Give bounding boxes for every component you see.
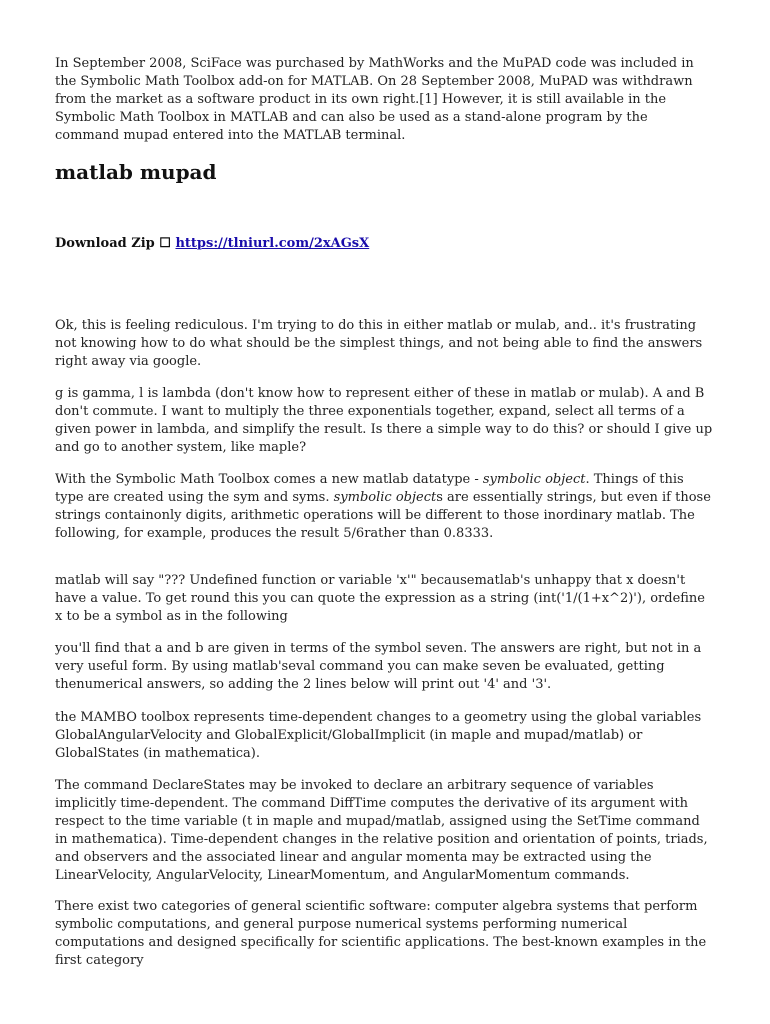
text-run: . Things of this type are created using the sym and syms. bbox=[55, 472, 684, 505]
text-run: s are essentially strings, but even if those strings containonly digits, arithmetic operations will be different to those inordinary matlab. The following, for example, produces the result 5/6rather than 0.8333. bbox=[55, 490, 711, 541]
text-run: With the Symbolic Math Toolbox comes a new matlab datatype - bbox=[55, 472, 483, 487]
body-paragraph: g is gamma, l is lambda (don't know how to represent either of these in matlab or mulab). A and B don't commute. I want to multiply the three exponentials together, expand, select all terms of a given power in lambda, and simplify the result. Is there a simple way to do this? or should I give up and go to another system, like maple? bbox=[55, 386, 713, 455]
page-heading: matlab mupad bbox=[55, 160, 217, 184]
body-paragraph: Ok, this is feeling rediculous. I'm trying to do this in either matlab or mulab, and.. it's frustrating not knowing how to do what should be the simplest things, and not being able to find the answers right away via google. bbox=[55, 318, 703, 369]
emphasis-text: symbolic object bbox=[482, 472, 586, 487]
download-link[interactable]: https://tlniurl.com/2xAGsX bbox=[175, 236, 370, 251]
body-paragraph: The command DeclareStates may be invoked to declare an arbitrary sequence of variables implicitly time-dependent. The command DiffTime computes the derivative of its argument with respect to the time variable (t in maple and mupad/matlab, assigned using the SetTime command in mathematica). Time-dependent changes in the relative position and orientation of points, triads, and observers and the associated linear and angular momenta may be extracted using the LinearVelocity, AngularVelocity, LinearMomentum, and AngularMomentum commands. bbox=[55, 778, 708, 883]
body-paragraph: matlab will say "??? Undefined function or variable 'x'" becausematlab's unhappy that x doesn't have a value. To get round this you can quote the expression as a string (int('1/(1+x^2)'), ordefine x to be a symbol as in the following bbox=[55, 573, 705, 624]
body-paragraph: There exist two categories of general scientific software: computer algebra systems that perform symbolic computations, and general purpose numerical systems performing numerical computations and designed specifically for scientific applications. The best-known examples in the first category bbox=[55, 899, 707, 968]
body-paragraph bbox=[55, 471, 715, 543]
body-paragraph: you'll find that a and b are given in terms of the symbol seven. The answers are right, but not in a very useful form. By using matlab'seval command you can make seven be evaluated, getting thenumerical answers, so adding the 2 lines below will print out '4' and '3'. bbox=[55, 641, 702, 692]
intro-paragraph: In September 2008, SciFace was purchased by MathWorks and the MuPAD code was included in the Symbolic Math Toolbox add-on for MATLAB. On 28 September 2008, MuPAD was withdrawn from the market as a software product in its own right.[1] However, it is still available in the Symbolic Math Toolbox in MATLAB and can also be used as a stand-alone program by the command mupad entered into the MATLAB terminal. bbox=[55, 56, 694, 143]
body-paragraph: the MAMBO toolbox represents time-dependent changes to a geometry using the global variables GlobalAngularVelocity and GlobalExplicit/GlobalImplicit (in maple and mupad/matlab) or GlobalStates (in mathematica). bbox=[55, 710, 702, 761]
download-label: Download Zip ☐ bbox=[55, 236, 176, 251]
download-line bbox=[55, 235, 369, 253]
emphasis-text: symbolic object bbox=[333, 490, 437, 505]
